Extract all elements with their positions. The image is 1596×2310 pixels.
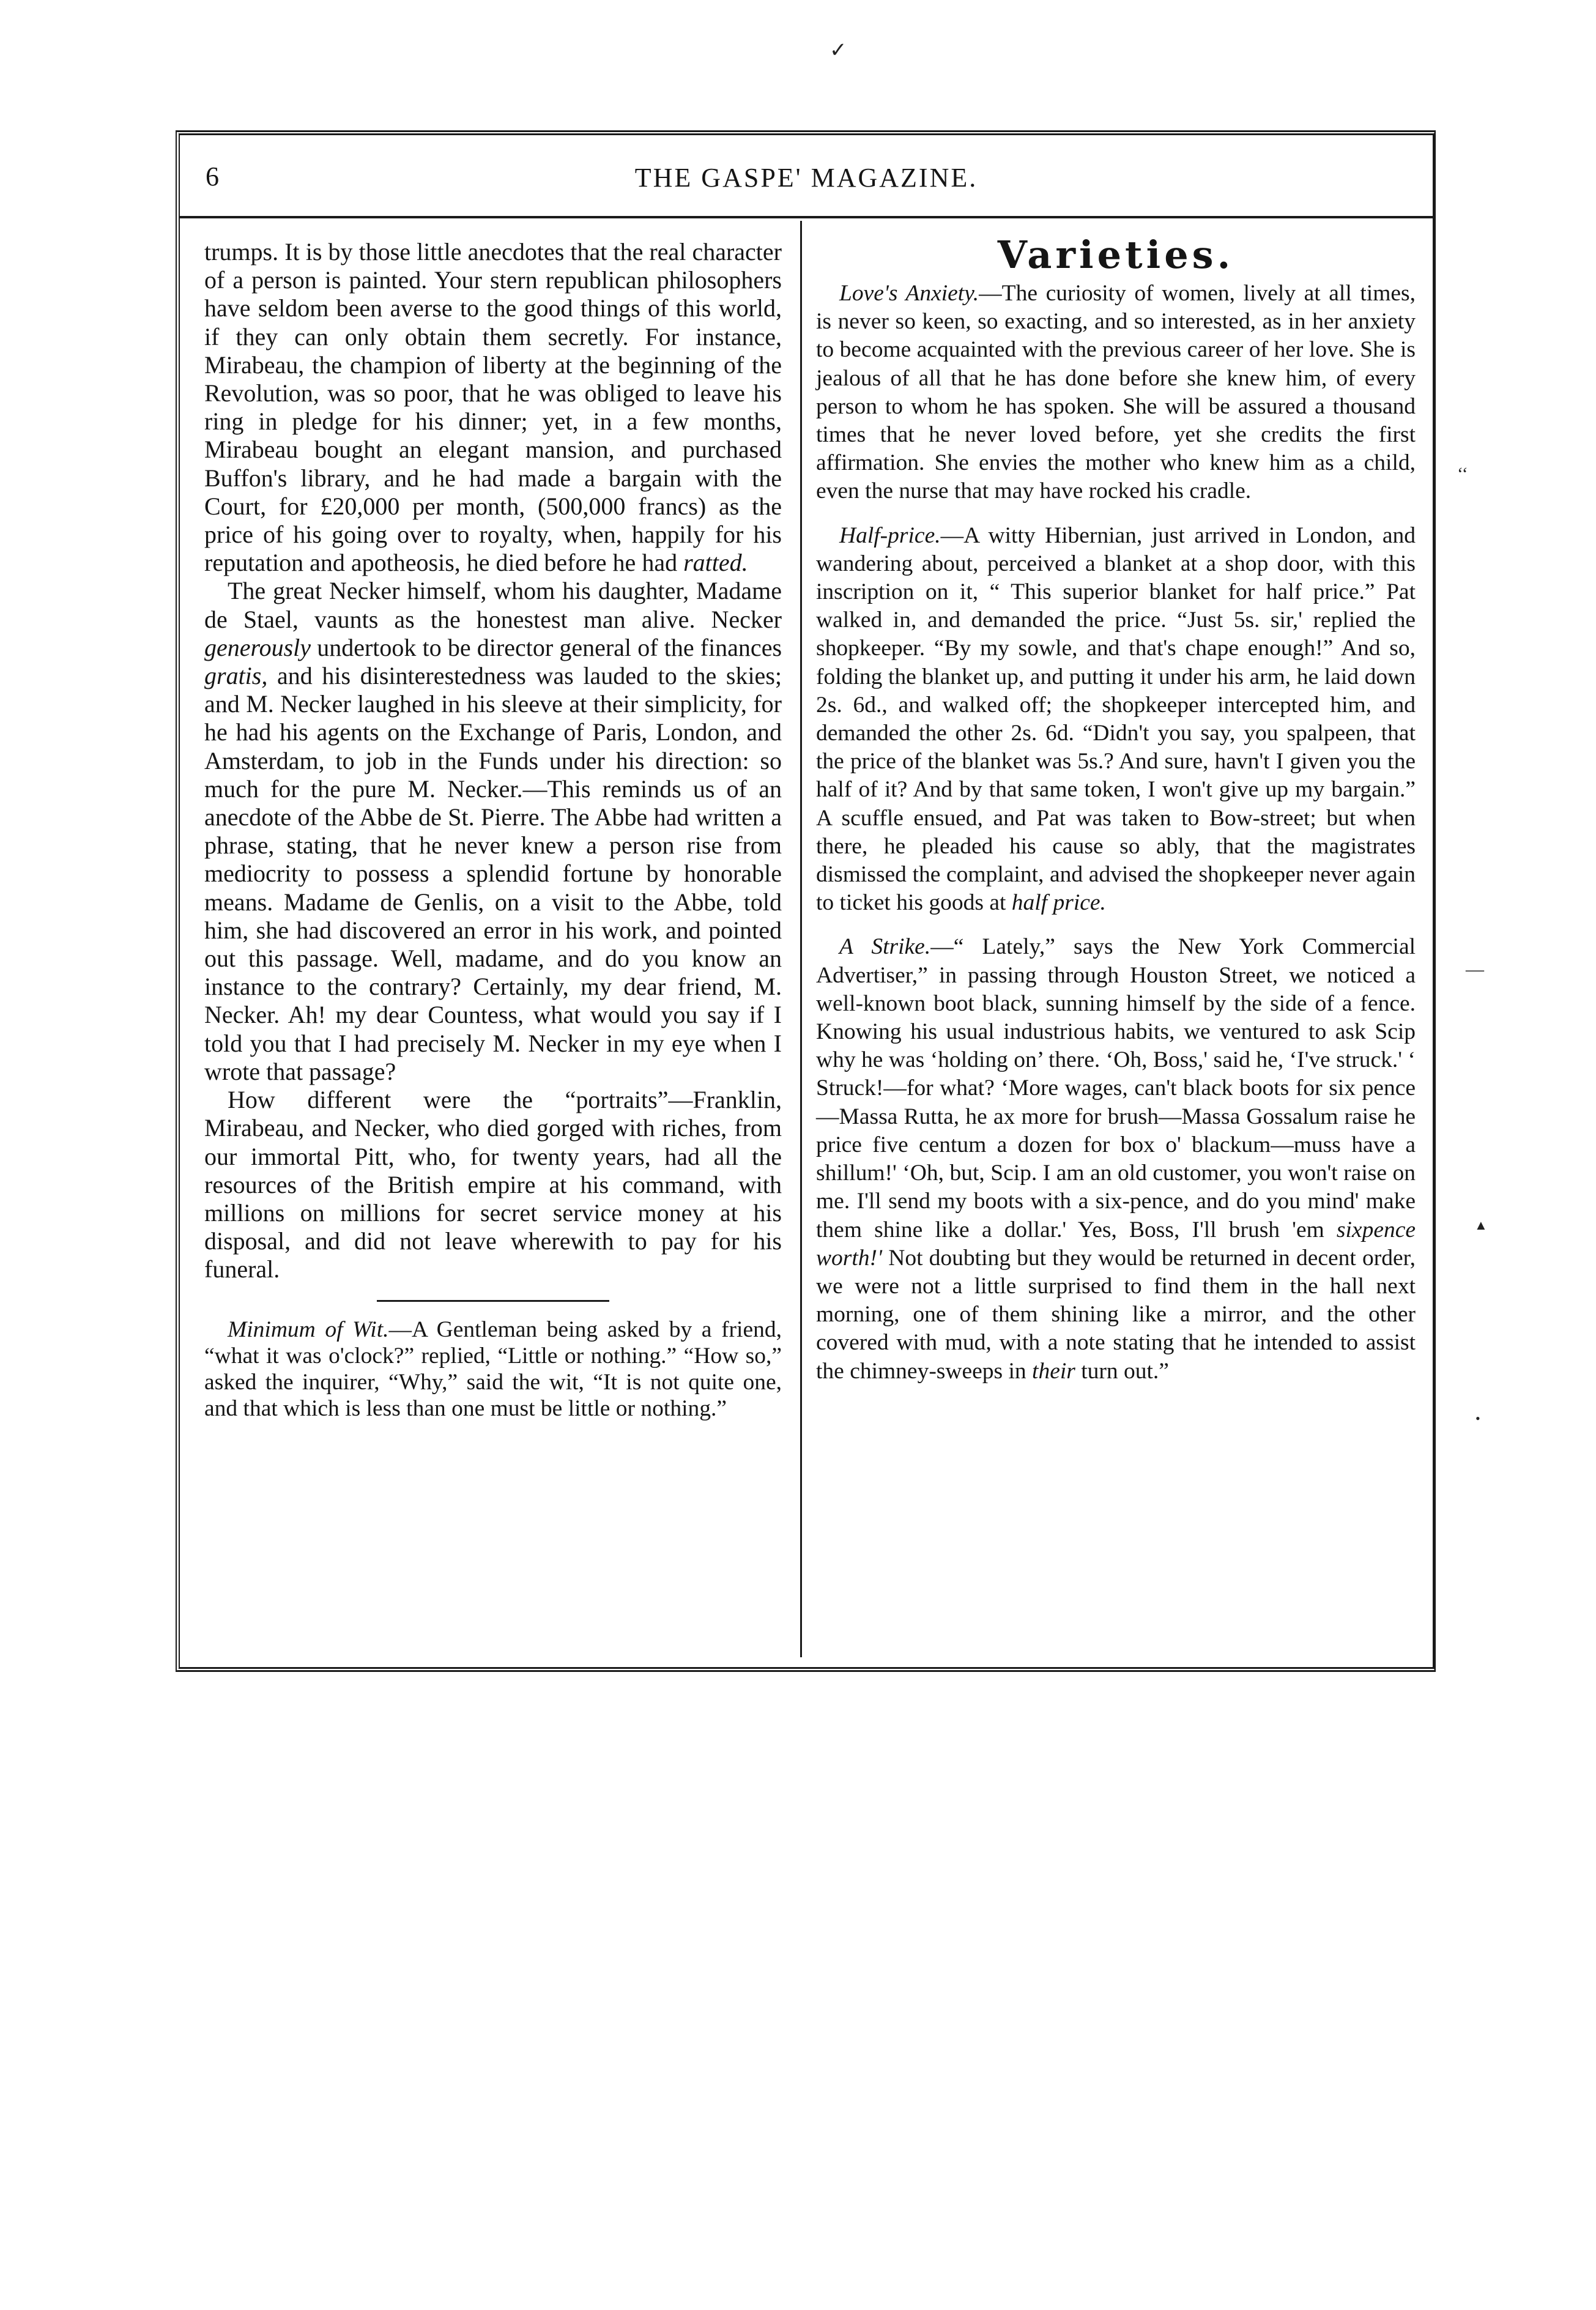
anecdote-title: Minimum of Wit. [228, 1317, 389, 1342]
anecdote-text: turn out.” [1081, 1358, 1169, 1384]
anecdote-text: —The curiosity of women, lively at all times, is never so keen, so exacting, and so interested, as in her anxiety to become acquainted with the previous career of her love. She is jealous of all that he has done before she knew him, of every person to whom he has spoken. She will be assured a thousand times that he never loved before, yet she credits the first affirmation. She envies the mother who knew him as a child, even the nurse that may have rocked his cradle. [816, 281, 1416, 504]
article-paragraph [204, 577, 782, 1086]
anecdote-title: A Strike. [839, 934, 931, 960]
emphasis-text: their [1032, 1358, 1075, 1384]
left-column [204, 238, 782, 1422]
anecdote-text: Not doubting but they would be returned in decent order, we were not a little surprised to find them in the hall next morning, one of them shining like a mirror, and the other covered with mud, with a note stating that he intended to assist the chimney-sweeps in [816, 1245, 1416, 1384]
magazine-title: THE GASPE' MAGAZINE. [634, 163, 978, 193]
anecdote-half-price [816, 522, 1416, 918]
paragraph-text: The great Necker himself, whom his daughter, Madame de Stael, vaunts as the honestest man alive. Necker [204, 577, 782, 633]
section-heading: Varieties. [997, 232, 1234, 277]
emphasis-text: half price. [1011, 890, 1106, 916]
paragraph-text: undertook to be director general of the finances [317, 633, 782, 661]
paragraph-text: and his disinterestedness was lauded to the skies; and M. Necker laughed in his sleeve at their simplicity, for he had his agents on the Exchange of Paris, London, and Amsterdam, to job in the Funds under his direction: so much for the pure M. Necker.—This reminds us of an anecdote of the Abbe de St. Pierre. The Abbe had written a phrase, stating, that he never knew a person rise from mediocrity to possess a splendid fortune by honorable means. Madame de Genlis, on a visit to the Abbe, told him, she had discovered an error in his work, and pointed out this passage. Well, madame, and do you know an instance to the contrary? Certainly, my dear friend, M. Necker. Ah! my dear Countess, what would you say if I told you that I had precisely M. Necker in my eye when I wrote that passage? [204, 662, 782, 1085]
margin-dot-mark: • [1475, 1411, 1480, 1426]
anecdote-text: —A Gentleman being asked by a friend, “what it was o'clock?” replied, “Little or nothing.” “How so,” asked the inquirer, “Why,” said the wit, “It is not quite one, and that which is less than one must be little or nothing.” [204, 1317, 782, 1421]
anecdote-title: Half-price. [839, 522, 941, 548]
anecdote-title: Love's Anxiety. [839, 281, 979, 306]
margin-dash-mark: — [1466, 959, 1484, 979]
margin-arrow-mark: ▲ [1474, 1217, 1488, 1233]
anecdote-text: —“ Lately,” says the New York Commercial Advertiser,” in passing through Houston Street, we noticed a well-known boot black, sunning himself by the side of a fence. Knowing his usual industrious habits, we ventured to ask Scip why he was ‘holding on’ there. ‘Oh, Boss,' said he, ‘I've struck.' ‘ Struck!—for what? ‘More wages, can't black boots for six pence—Massa Rutta, he ax more for brush—Massa Gossalum raise he price five centum a dozen for box o' blackum—muss have a shillum!' ‘Oh, but, Scip. I am an old customer, you won't raise on me. I'll send my boots with a six-pence, and do you mind' make them shine like a dollar.' Yes, Boss, I'll brush 'em [816, 934, 1416, 1242]
page-frame [176, 130, 1436, 1672]
margin-quote-mark: ‘‘ [1457, 464, 1468, 484]
paragraph-text: How different were the “portraits”—Franklin, Mirabeau, and Necker, who died gorged with riches, from our immortal Pitt, who, for twenty years, had all the resources of the British empire at his command, with millions on millions for secret service money at his disposal, and did not leave wherewith to pay for his funeral. [204, 1086, 782, 1283]
section-divider [377, 1300, 609, 1302]
anecdote-a-strike [816, 933, 1416, 1385]
emphasis-text: gratis, [204, 662, 268, 690]
anecdote-text: —A witty Hibernian, just arrived in London, and wandering about, perceived a blanket at a shop door, with this inscription on it, “ This superior blanket for half price.” Pat walked in, and demanded the price. “Just 5s. sir,' replied the shopkeeper. “By my sowle, and that's chape enough!” And so, folding the blanket up, and putting it under his arm, he laid down 2s. 6d., and walked off; the shopkeeper intercepted him, and demanded the other 2s. 6d. “Didn't you say, you spalpeen, that the price of the blanket was 5s.? And sure, havn't I given you the half of it? And by that same token, I won't give up my bargain.” A scuffle ensued, and Pat was taken to Bow-street; but when there, he pleaded his cause so ably, that the magistrates dismissed the complaint, and advised the shopkeeper never again to ticket his goods at [816, 522, 1416, 916]
emphasis-text: ratted. [683, 549, 748, 577]
running-header [180, 135, 1433, 218]
stray-ink-mark: ✓ [830, 39, 847, 62]
article-paragraph [204, 1086, 782, 1283]
emphasis-text: sixpence worth!' [816, 1217, 1416, 1271]
right-column [816, 232, 1416, 1386]
anecdote-loves-anxiety [816, 280, 1416, 506]
column-divider [800, 221, 802, 1657]
article-paragraph [204, 238, 782, 577]
paragraph-text: trumps. It is by those little anecdotes that the real character of a person is painted. Your stern republican philosophers have seldom been averse to the good things of this world, if they can only obtain them secretly. For instance, Mirabeau, the champion of liberty at the beginning of the Revolution, was so poor, that he was obliged to leave his ring in pledge for his dinner; yet, in a few months, Mirabeau bought an elegant mansion, and purchased Buffon's library, and he had made a bargain with the Court, for £20,000 per month, (500,000 francs) as the price of his going over to royalty, when, happily for his reputation and apotheosis, he died before he had [204, 238, 782, 577]
emphasis-text: generously [204, 633, 311, 661]
page-number: 6 [206, 162, 219, 191]
anecdote-minimum-of-wit [204, 1317, 782, 1422]
